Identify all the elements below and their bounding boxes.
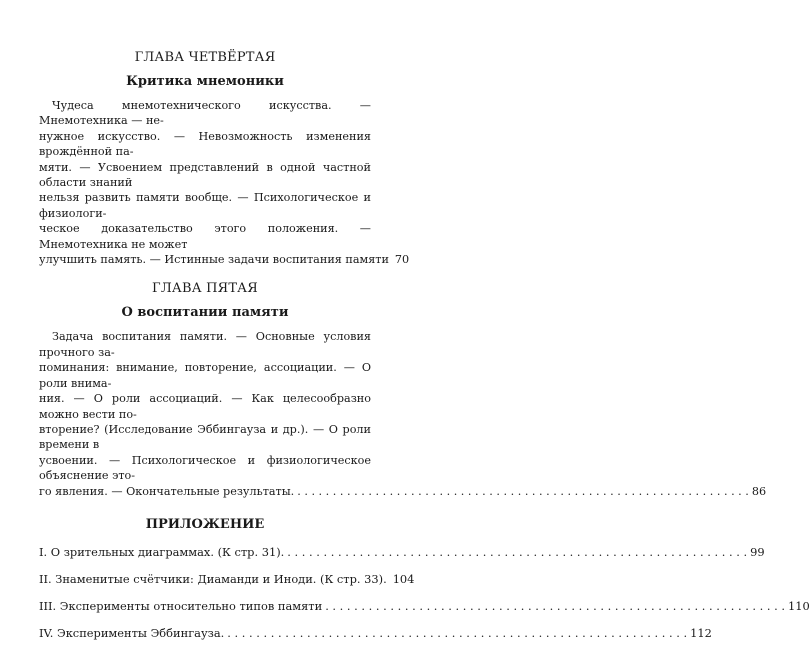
chapter-four-section xyxy=(39,50,410,267)
table-of-contents xyxy=(39,50,810,653)
chapter-four-title: Критика мнемоники xyxy=(126,74,284,89)
appendix-item xyxy=(39,544,765,560)
page-number: 70 xyxy=(394,253,410,267)
summary-line: мяти. — Усвоением представлений в одной частной области знаний xyxy=(39,160,371,190)
dot-leader xyxy=(325,599,785,614)
summary-line: Задача воспитания памяти. — Основные условия прочного за- xyxy=(39,330,371,359)
chapter-four-label: ГЛАВА ЧЕТВЁРТАЯ xyxy=(134,50,276,65)
page-number: 86 xyxy=(751,484,767,498)
summary-last-line xyxy=(39,484,767,499)
summary-line: поминания: внимание, повторение, ассоциации. — О роли внима- xyxy=(39,361,371,390)
dot-leader xyxy=(297,484,749,499)
appendix-item xyxy=(39,625,712,641)
summary-line: ческое доказательство этого положения. — Мнемотехника не может xyxy=(39,222,371,251)
chapter-five-section xyxy=(39,281,767,498)
summary-line: усвоении. — Психологическое и физиологическое объяснение это- xyxy=(39,453,371,483)
page-number: 112 xyxy=(690,625,712,640)
summary-last-line xyxy=(39,252,410,267)
appendix-item xyxy=(39,571,415,587)
summary-line: нельзя развить памяти вообще. — Психологическое и физиологи- xyxy=(39,191,371,220)
dot-leader xyxy=(227,626,687,641)
summary-line: улучшить память. — Истинные задачи воспитания памяти xyxy=(39,253,389,267)
chapter-five-title: О воспитании памяти xyxy=(121,305,289,321)
appendix-item-text: II. Знаменитые счётчики: Диаманди и Иноди. (К стр. 33). xyxy=(39,571,387,586)
chapter-five-summary xyxy=(39,329,767,498)
appendix-item xyxy=(39,598,810,614)
page-number: 110 xyxy=(788,598,810,613)
summary-line: вторение? (Исследование Эббингауза и др.). — О роли времени в xyxy=(39,422,371,452)
summary-line: нужное искусство. — Невозможность изменения врождённой па- xyxy=(39,129,371,159)
chapter-four-summary xyxy=(39,98,410,267)
appendix-item-text: I. О зрительных диаграммах. (К стр. 31). xyxy=(39,544,285,559)
page-number: 99 xyxy=(750,544,765,559)
appendix-item-text: III. Эксперименты относительно типов памяти xyxy=(39,598,323,613)
page-number: 104 xyxy=(392,571,415,586)
appendix-title: ПРИЛОЖЕНИЕ xyxy=(145,516,265,532)
appendix-item-text: IV. Эксперименты Эббингауза. xyxy=(39,625,225,640)
dot-leader xyxy=(287,545,747,560)
summary-line: го явления. — Окончательные результаты. xyxy=(39,484,295,498)
appendix-section xyxy=(39,516,810,641)
summary-line: ния. — О роли ассоциаций. — Как целесообразно можно вести по- xyxy=(39,392,371,421)
chapter-five-label: ГЛАВА ПЯТАЯ xyxy=(152,281,258,297)
summary-line: Чудеса мнемотехнического искусства. — Мнемотехника — не- xyxy=(39,99,371,128)
